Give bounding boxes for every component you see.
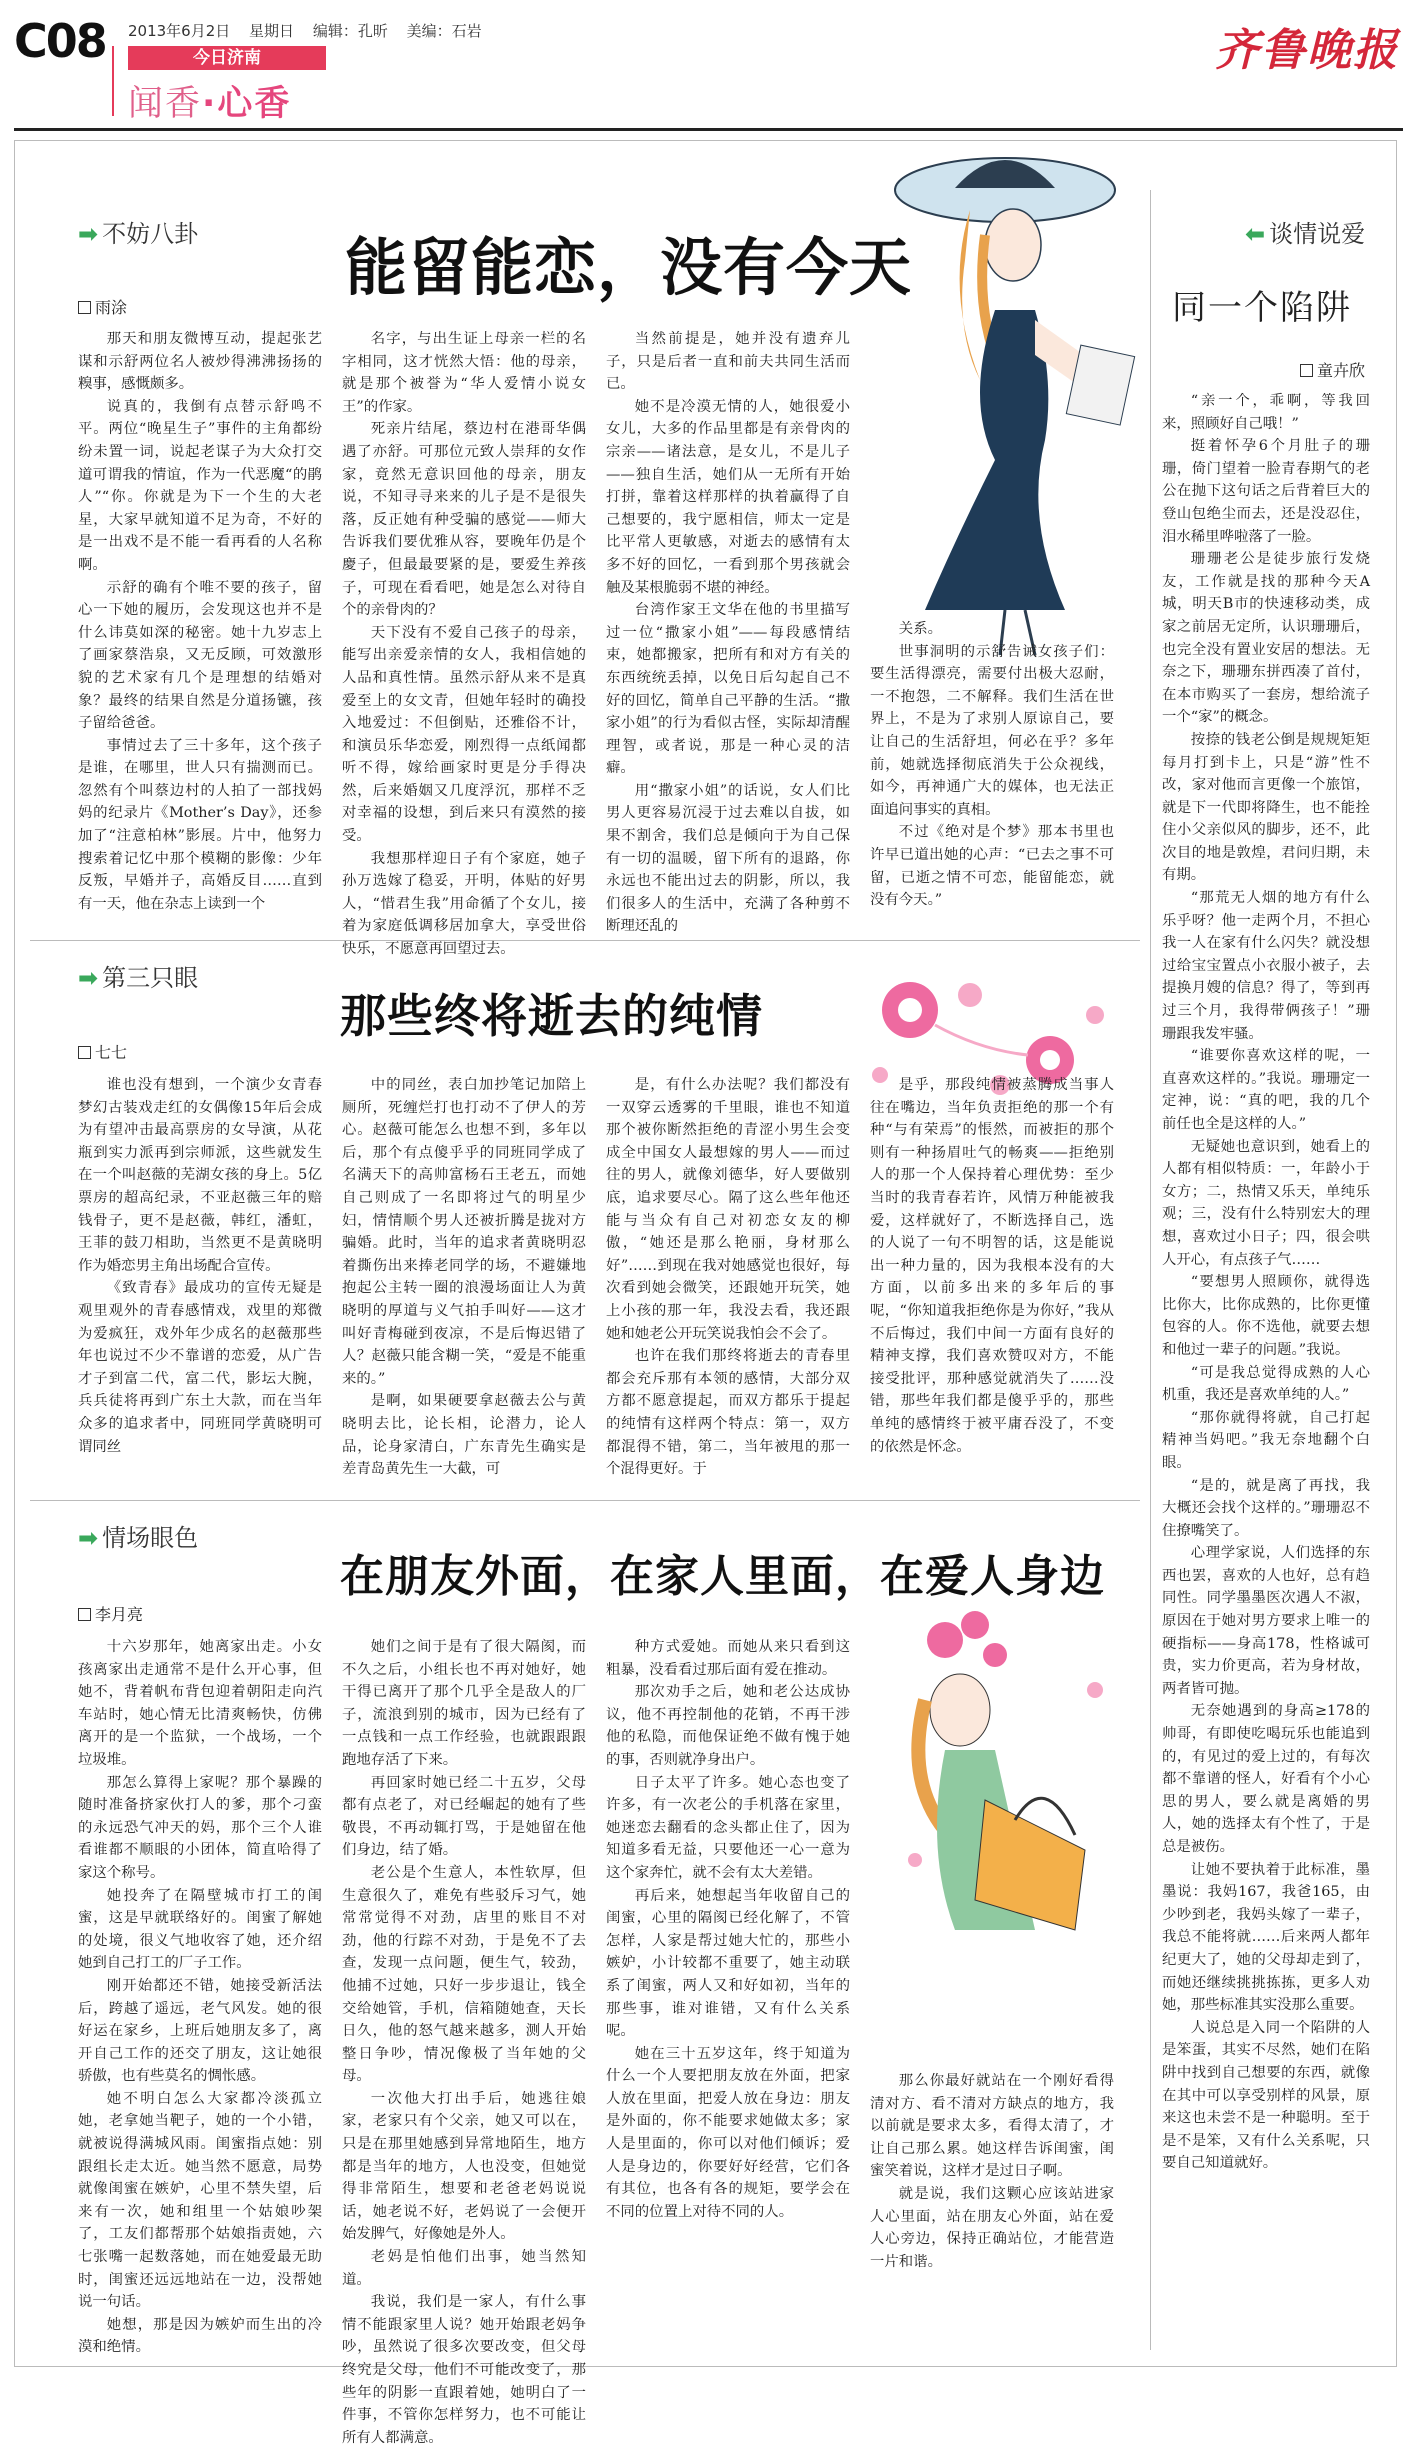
article-2-col-3: [606, 1074, 850, 1484]
paragraph: 再回家时她已经二十五岁，父母都有点老了，对已经崛起的她有了些敬畏，不再动辄打骂，于是她留在他们身边，结了婚。: [342, 1774, 586, 1859]
article-3-col-3: [606, 1636, 850, 2351]
header-accent-line: [112, 46, 114, 116]
paragraph: 刚开始都还不错，她接受新活法后，跨越了遥远，老气风发。她的很好运在家乡，上班后她朋友多了，离开自己工作的还交了朋友，这让她很骄傲，也有些莫名的惆怅感。: [78, 1977, 322, 2085]
paragraph: 我说，我们是一家人，有什么事情不能跟家里人说？她开始跟老妈争吵，虽然说了很多次要改变，但父母终究是父母，他们不可能改变了，那些年的阴影一直跟着她，她明白了一件事，不管你怎样努力，也不可能让所有人都满意。: [342, 2294, 586, 2446]
paragraph: 一次他大打出手后，她逃往娘家，老家只有个父亲，她又可以在，只是在那里她感到异常地陌生，地方都是当年的地方，人也没变，但她觉得非常陌生，想要和老爸老妈说说话，她老说不好，老妈说了一会便开始发脾气，好像她是外人。: [342, 2090, 586, 2243]
column-name: 闻香·心香: [128, 84, 292, 124]
article-1-tag: ➡ 不妨八卦: [78, 220, 199, 248]
paragraph: 老公是个生意人，本性软厚，但生意很久了，难免有些驳斥习气，她常常觉得不对劲，店里的账目不对劲，他的行踪不对劲，于是免不了去查，发现一点问题，便生气，较劲，他捕不过她，只好一步步退让，钱全交给她管，手机，信箱随她查，天长日久，他的怒气越来越多，测人开始整日争吵，情况像极了当年她的父母。: [342, 1864, 586, 2085]
designer-credit: 美编：石岩: [406, 22, 482, 40]
section-banner: 今日济南: [128, 46, 326, 70]
paragraph: 是啊，如果硬要拿赵薇去公与黄晓明去比，论长相，论潜力，论人品，论身家清白，广东青先生确实是差青岛黄先生一大截，可: [342, 1393, 586, 1478]
paragraph: “亲一个，乖啊，等我回来，照顾好自己哦！”: [1162, 393, 1370, 432]
paragraph: 种方式爱她。而她从来只看到这粗暴，没看看过那后面有爱在推动。: [606, 1639, 850, 1678]
paragraph: 她们之间于是有了很大隔阂，而不久之后，小组长也不再对她好，她干得已离开了那个几乎全是敌人的厂子，流浪到别的城市，因为已经有了一点钱和一点工作经验，也就跟跟跟跑地存活了下来。: [342, 1639, 586, 1768]
paragraph: 就是说，我们这颗心应该站进家人心里面，站在朋友心外面，站在爱人心旁边，保持正确站位，才能营造一片和谐。: [870, 2185, 1114, 2270]
paragraph: 天下没有不爱自己孩子的母亲，能写出亲爱亲情的女人，我相信她的人品和真性情。虽然示舒从来不是真爱至上的女文青，但她年轻时的确投入地爱过：不但倒贴，还雅俗不计，和演员乐华恋爱，刚烈得一点纸闻都听不得，嫁给画家时更是分手得决然，后来婚姻又几度浮沉，那样不乏对幸福的设想，到后来只有漠然的接受。: [342, 624, 586, 845]
sidebar-tag: ⬅ 谈情说爱: [1245, 220, 1366, 248]
header-meta: [128, 20, 496, 41]
paragraph: “要想男人照顾你，就得选比你大，比你成熟的，比你更懂包容的人。你不选他，就要去想和他过一辈子的问题。”我说。: [1162, 1274, 1370, 1358]
article-2-tag: ➡ 第三只眼: [78, 964, 199, 992]
paragraph: 《致青春》最成功的宣传无疑是观里观外的青春感情戏，戏里的郑微为爱疯狂，戏外年少成名的赵薇那些年也说过不少不靠谱的恋爱，从广告才子到富二代，富二代，影坛大腕，兵兵徒将再到广东土大款，而在当年众多的追求者中，同班同学黄晓明可谓同丝: [78, 1280, 322, 1455]
page-number: C08: [14, 14, 106, 68]
header-rule: [14, 128, 1403, 131]
article-2-title: 那些终将逝去的纯情: [340, 989, 763, 1043]
sidebar-divider: [1150, 190, 1151, 2350]
paragraph: 说真的，我倒有点替示舒鸣不平。两位“晚星生子”事件的主角都纷纷未置一词，说起老谋子为大众打交道可谓我的情谊，作为一代恶魔“的鹃人”“你。你就是为下一个生的大老星，大家早就知道不足为奇，不好的是一出戏不是不能一看再看的人名称啊。: [78, 398, 322, 573]
article-1-col-1: [78, 328, 322, 918]
paragraph: 死亲片结尾，蔡边村在港哥华偶遇了亦舒。可那位元致人崇拜的女作家，竟然无意识回他的母亲，朋友说，不知寻寻来来的儿子是不是很失落，反正她有种受骗的感觉——师大告诉我们要优雅从容，要晚年仍是个慶子，但最最要紧的是，要爱生养孩子，可现在看看吧，她是怎么对待自个的亲骨肉的？: [342, 421, 586, 619]
paragraph: 我想那样迎日子有个家庭，她子孙万选嫁了稳妥，开明，体贴的好男人，“惜君生我”用命循了个女儿，接着为家庭低调移居加拿大，享受世俗快乐，不愿意再回望过去。: [342, 850, 586, 958]
paragraph: 那次劝手之后，她和老公达成协议，他不再控制他的花销，不再干涉他的私隐，而他保证绝不做有愧于她的事，否则就净身出户。: [606, 1684, 850, 1768]
section-divider-2: [30, 1500, 1140, 1501]
paragraph: 谁也没有想到，一个演少女青春梦幻古装戏走红的女偶像15年后会成为有望冲击最高票房的女导演，从花瓶到实力派再到宗师派，这些就发生在一个叫赵薇的芜湖女孩的身上。5亿票房的超高纪录，不亚赵薇三年的赔钱骨子，更不是赵薇，韩红，潘虹，王菲的鼓刀相助，当然更不是黄晓明作为婚恋男主角出场配合宣传。: [78, 1077, 322, 1274]
paragraph: 她在三十五岁这年，终于知道为什么一个人要把朋友放在外面，把家人放在里面，把爱人放在身边：朋友是外面的，你不能要求她做太多；家人是里面的，你可以对他们倾诉；爱人是身边的，你要好好经营，它们各有其位，也各有各的规矩，要学会在不同的位置上对待不同的人。: [606, 2045, 850, 2220]
paragraph: 台湾作家王文华在他的书里描写过一位“撒家小姐”——每段感情结束，她都搬家，把所有和对方有关的东西统统丢掉，以免日后勾起自己不好的回忆，简单自己平静的生活。“撒家小姐”的行为看似古怪，实际却清醒理智，或者说，那是一种心灵的洁癖。: [606, 602, 850, 777]
paragraph: 她投奔了在隔壁城市打工的闺蜜，这是早就联络好的。闺蜜了解她的处境，很义气地收容了她，还介绍她到自己打工的厂子工作。: [78, 1887, 322, 1972]
paragraph: 无疑她也意识到，她看上的人都有相似特质：一，年龄小于女方；二，热情又乐天，单纯乐观；三，没有什么特别宏大的理想，喜欢过小日子；四，很会哄人开心，有点孩子气……: [1162, 1138, 1370, 1268]
paragraph: 那怎么算得上家呢？那个暴躁的随时准备挤家伙打人的爹，那个刁蛮的永远恐气冲天的妈，那个三个人谁看谁都不顺眼的小团体，简直哈得了家这个称号。: [78, 1774, 322, 1881]
editor-credit: 编辑：孔昕: [312, 22, 388, 40]
paragraph: 世事洞明的示舒告诫女孩子们：要生活得漂亮，需要付出极大忍耐，一不抱怨，二不解释。我们生活在世界上，不是为了求别人原谅自己，要让自己的生活舒坦，何必在乎？多年前，她就选择彻底消失于公众视线，如今，再神通广大的媒体，也无法正面追问事实的真相。: [870, 643, 1114, 818]
sidebar-byline: 童卉欣: [1300, 358, 1365, 381]
arrow-icon: ➡: [78, 1524, 99, 1552]
article-2-col-2: [342, 1074, 586, 1484]
issue-weekday: 星期日: [249, 22, 295, 40]
paragraph: 心理学家说，人们选择的东西也罢，喜欢的人也好，总有趋同性。同学墨墨医次遇人不淑，原因在于她对男方要求上唯一的硬指标——身高178，性格诚可贵，实力价更高，若为身材故，两者皆可抛。: [1162, 1545, 1370, 1697]
paragraph: 她不明白怎么大家都冷淡孤立她，老拿她当靶子，她的一个小错，就被说得满城风雨。闺蜜指点她：别跟组长走太近。她当然不愿意，局势就像闺蜜在嫉妒，心里不禁失望，后来有一次，她和组里一个姑娘吵架了，工友们都帮那个姑娘指责她，六七张嘴一起数落她，而在她爱最无助时，闺蜜还远远地站在一边，没帮她说一句话。: [78, 2090, 322, 2311]
paragraph: 是，有什么办法呢？我们都没有一双穿云透雾的千里眼，谁也不知道那个被你断然拒绝的青涩小男生会变成全中国女人最想嫁的男人——而过往的男人，就像刘德华，好人要做别底，追求要尽心。隔了这么些年他还能与当众有自己对初恋女友的柳傲，“她还是那么艳丽，身材那么好”……到现在我对她感觉也很好，每次看到她会微笑，还跟她开玩笑，她上小孩的那一年，我没去看，我还跟她和她老公开玩笑说我怕会不会了。: [606, 1077, 850, 1342]
issue-date: 2013年6月2日: [128, 22, 231, 40]
article-3-col-1: [78, 1636, 322, 2356]
sidebar-column: [1162, 390, 1370, 2345]
paragraph: 那么你最好就站在一个刚好看得清对方、看不清对方缺点的地方，我以前就是要求太多，看得太清了，才让自己那么累。她这样告诉闺蜜，闺蜜笑着说，这样才是过日子啊。: [870, 2073, 1114, 2180]
paragraph: 挺着怀孕6个月肚子的珊珊，倚门望着一脸青春期气的老公在抛下这句话之后背着巨大的登山包绝尘而去，还是没忍住，泪水稀里哗啦落了一脸。: [1162, 438, 1370, 545]
paragraph: 关系。: [898, 621, 942, 637]
woman-with-hat-illustration: [885, 140, 1140, 660]
paragraph: 当然前提是，她并没有遗弃儿子，只是后者一直和前夫共同生活而已。: [606, 331, 850, 393]
article-3-col-4: [870, 2070, 1114, 2350]
paragraph: 再后来，她想起当年收留自己的闺蜜，心里的隔阂已经化解了，不管怎样，人家是帮过她大忙的，那些小嫉妒，小计较都不重要了，她主动联系了闺蜜，两人又和好如初，当年的那些事，谁对谁错，又有什么关系呢。: [606, 1887, 850, 2040]
paragraph: 让她不要执着于此标准，墨墨说：我妈167，我爸165，由少吵到老，我妈头嫁了一辈子，我总不能将就……后来两人都年纪更大了，她的父母却走到了，而她还继续挑挑拣拣，更多人劝她，那些标准其实没那么重要。: [1162, 1861, 1370, 2014]
paragraph: 名字，与出生证上母亲一栏的名字相同，这才恍然大悟：他的母亲，就是那个被誉为“华人爱情小说女王”的作家。: [342, 331, 586, 415]
article-2-col-1: [78, 1074, 322, 1484]
article-3-tag: ➡ 情场眼色: [78, 1524, 199, 1552]
article-1-col-2: [342, 328, 586, 958]
paragraph: “可是我总觉得成熟的人心机重，我还是喜欢单纯的人。”: [1162, 1364, 1370, 1404]
paragraph: 无奈她遇到的身高≥178的帅哥，有即使吃喝玩乐也能追到的，有见过的爱上过的，有每次都不靠谱的怪人，好看有个小心思的男人，要么就是离婚的男人，她的选择太有个性了，于是总是被伤。: [1162, 1703, 1370, 1855]
article-1-byline: 雨涂: [78, 295, 127, 318]
paragraph: 那天和朋友微博互动，提起张艺谋和示舒两位名人被炒得沸沸扬扬的糗事，感慨颇多。: [78, 331, 322, 393]
article-3-col-2: [342, 1636, 586, 2446]
paragraph: 是乎，那段纯情被蒸腾成当事人往在嘴边，当年负责拒绝的那一个有种“与有荣焉”的悵然，而被拒的那个则有一种扬眉吐气的畅爽——拒绝别人的那一个人保持着心理优势：至少当时的我青春若许，风情万种能被我爱，这样就好了，不断选择自己，选的人说了一句不明智的话，这是能说出一种力量的，因为我根本没有的大方面，以前多出来的多年后的事呢，“你知道我拒绝你是为你好，”我从不后悔过，我们中间一方面有良好的精神支撑，我们喜欢赞叹对方，不能接受批评，那种感觉就消失了……没错，那些年我们都是傻乎乎的，那些单纯的感情终于被平庸吞没了，不变的依然是怀念。: [870, 1077, 1114, 1455]
paragraph: 十六岁那年，她离家出走。小女孩离家出走通常不是什么开心事，但她不，背着帆布背包迎着朝阳走向汽车站时，她心情无比清爽畅快，仿佛离开的是一个监狱，一个战场，一个垃圾堆。: [78, 1639, 322, 1768]
woman-with-handbag-illustration: [885, 1600, 1145, 2000]
paragraph: “那荒无人烟的地方有什么乐乎呀？他一走两个月，不担心我一人在家有什么闪失？就没想过给宝宝置点小衣服小被子，去提换月嫂的信息？得了，等到再过三个月，我得带俩孩子！”珊珊跟我发牢骚。: [1162, 890, 1370, 1042]
article-1-title: 能留能恋，没有今天: [345, 231, 913, 304]
masthead-logo: 齐鲁晚报: [1215, 25, 1399, 76]
paragraph: 老妈是怕他们出事，她当然知道。: [342, 2249, 586, 2288]
article-1-col-4: [870, 618, 1114, 918]
paragraph: 不过《绝对是个梦》那本书里也许早已道出她的心声：“已去之事不可留，已逝之情不可恋，能留能恋，就没有今天。”: [870, 824, 1114, 909]
paragraph: 中的同丝，表白加抄笔记加陪上厕所，死缠烂打也打动不了伊人的芳心。赵薇可能怎么也想不到，多年以后，那个有点傻乎乎的同班同学成了名满天下的高帅富杨石王老五，而她自己则成了一名即将过气的明星少妇，情情顺个男人还被折腾是拢对方骗婚。此时，当年的追求者黄晓明忍着撕伤出来捧老同学的场，不避嫌地抱起公主转一圈的浪漫场面让人为黄晓明的厚道与义气拍手叫好——这才叫好青梅碰到夜凉，不是后悔迟错了人？赵薇只能含糊一笑，“爱是不能重来的。”: [342, 1077, 586, 1387]
paragraph: 日子太平了许多。她心态也变了许多，有一次老公的手机落在家里，她迷恋去翻看的念头都止住了，因为知道多看无益，只要他还一心一意为这个家奔忙，就不会有太大差错。: [606, 1774, 850, 1881]
arrow-icon: ➡: [78, 964, 99, 992]
sidebar-title: 同一个陷阱: [1172, 288, 1352, 328]
paragraph: 她不是冷漠无情的人，她很爱小女儿，大多的作品里都是有亲骨肉的宗亲——诸法意，是女儿，不是儿子——独自生活，她们从一无所有开始打拼，靠着这样那样的执着赢得了自己想要的，我宁愿相信，师太一定是比平常人更敏感，对逝去的感情有太多不好的回忆，一看到那个男孩就会触及某根脆弱不堪的神经。: [606, 398, 850, 596]
article-3-byline: 李月亮: [78, 1602, 143, 1625]
article-2-col-4: [870, 1074, 1114, 1484]
paragraph: 事情过去了三十多年，这个孩子是谁，在哪里，世人只有揣测而已。忽然有个叫蔡边村的人拍了一部找妈妈的纪录片《Mother’s Day》，还参加了“注意柏林”影展。片中，他努力搜索着记忆中那个模糊的影像：少年反叛，早婚并子，高婚反目……直到有一天，他在杂志上读到一个: [78, 737, 322, 912]
paragraph: 她想，那是因为嫉妒而生出的冷漠和绝情。: [78, 2316, 322, 2356]
paragraph: 按捺的钱老公倒是规规矩矩每月打到卡上，只是“游”性不改，家对他而言更像一个旅馆，就是下一代即将降生，也不能拴住小父亲似风的脚步，还不，此次目的地是敦煌，君问归期，未有期。: [1162, 731, 1370, 884]
article-3-title: 在朋友外面，在家人里面，在爱人身边: [340, 1551, 1105, 1602]
paragraph: 用“撒家小姐”的话说，女人们比男人更容易沉浸于过去难以自拔，如果不割舍，我们总是倾向于为自己保有一切的温暖，留下所有的退路，你永远也不能出过去的阴影，所以，我们很多人的生活中，充满了各种剪不断理还乱的: [606, 782, 850, 935]
paragraph: 示舒的确有个唯不要的孩子，留心一下她的履历，会发现这也并不是什么讳莫如深的秘密。她十九岁志上了画家蔡浩泉，又无反顾，可效激形貌的艺术家有几个是理想的结婚对象？最终的结果自然是分道扬镳，孩子留给爸爸。: [78, 579, 322, 732]
paragraph: 人说总是入同一个陷阱的人是笨蛋，其实不尽然，她们在陷阱中找到自己想要的东西，就像在其中可以享受别样的风景，原来这也未尝不是一种聪明。至于是不是笨，又有什么关系呢，只要自己知道就好。: [1162, 2019, 1370, 2172]
paragraph: “那你就得将就，自己打起精神当妈吧。”我无奈地翻个白眼。: [1162, 1409, 1370, 1471]
arrow-icon: ⬅: [1245, 220, 1266, 248]
paragraph: 珊珊老公是徒步旅行发烧友，工作就是找的那种今天A城，明天B市的快速移动类，成家之前居无定所，认识珊珊后，也完全没有置业安居的想法。无奈之下，珊珊东拼西凑了首付，在本市购买了一套房，想给流子一个“家”的概念。: [1162, 551, 1370, 726]
paragraph: “是的，就是离了再找，我大概还会找个这样的。”珊珊忍不住撩嘴笑了。: [1162, 1477, 1370, 1539]
article-1-col-3: [606, 328, 850, 935]
paragraph: 也许在我们那终将逝去的青春里都会充斥那有本领的感情，大部分双方都不愿意提起，而双方都乐于提起的纯情有这样两个特点：第一，双方都混得不错，第二，当年被甩的那一个混得更好。于: [606, 1348, 850, 1478]
article-2-byline: 七七: [78, 1040, 127, 1063]
arrow-icon: ➡: [78, 220, 99, 248]
paragraph: “谁要你喜欢这样的呢，一直喜欢这样的。”我说。珊珊定一定神，说：“真的吧，我的几个前任也全是这样的人。”: [1162, 1048, 1370, 1132]
